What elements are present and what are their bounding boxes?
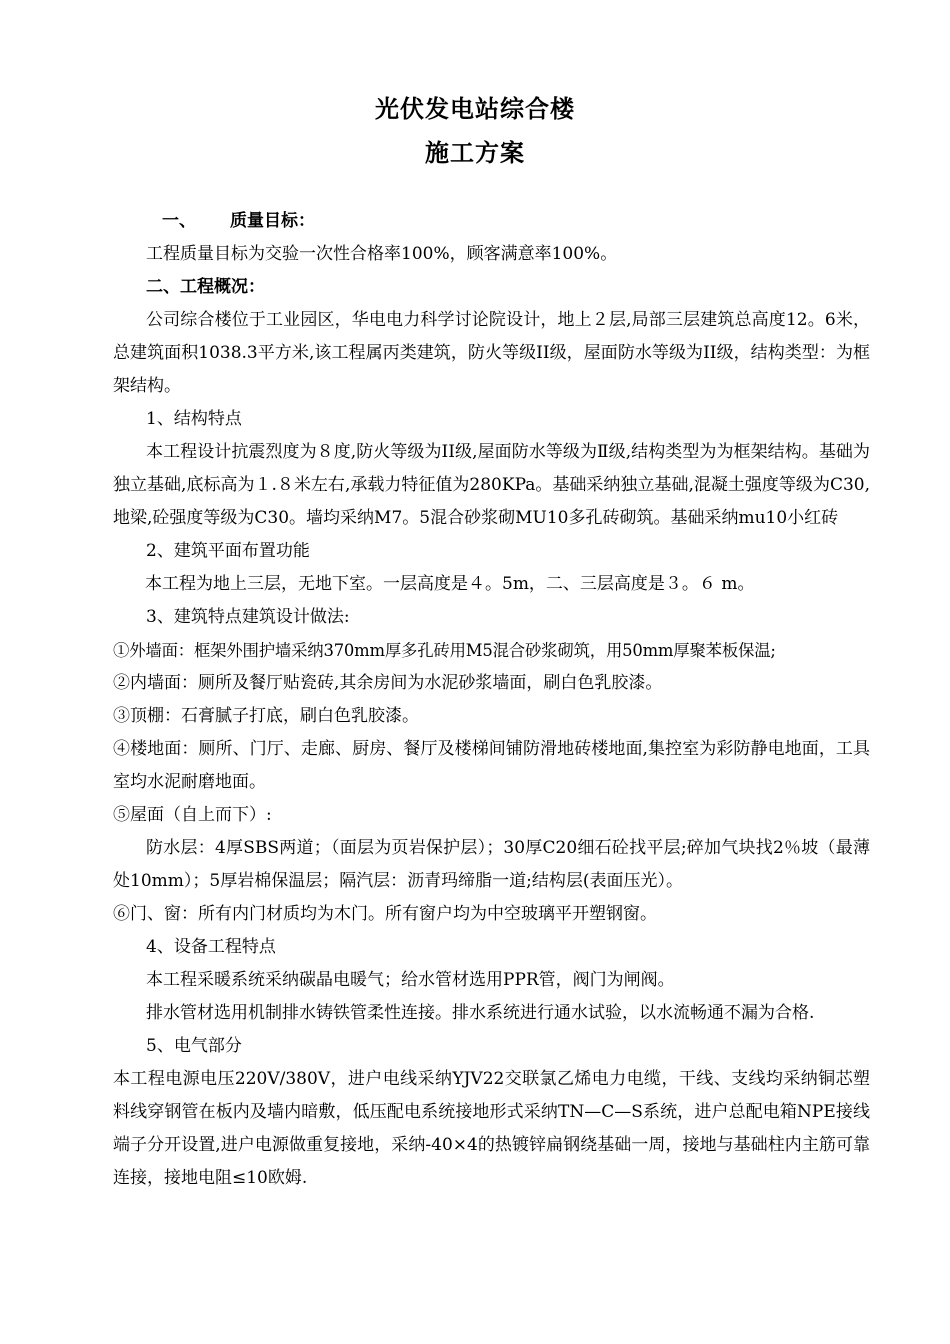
ceiling-item: ③顶棚：石膏腻子打底，刷白色乳胶漆。 [113, 706, 419, 726]
document-body [113, 205, 870, 1195]
section-1-number: 一、 [162, 211, 196, 231]
quality-target-text: 工程质量目标为交验一次性合格率100%，顾客满意率100%。 [146, 244, 618, 264]
structure-heading: 1、结构特点 [146, 409, 242, 429]
exterior-wall-item: ①外墙面：框架外围护墙采纳370mm厚多孔砖用M5混合砂浆砌筑，用50mm厚聚苯板保温; [113, 641, 776, 660]
document-title: 光伏发电站综合楼 [375, 95, 575, 123]
section-2-heading: 二、工程概况： [146, 277, 265, 297]
architecture-heading: 3、建筑特点建筑设计做法: [146, 607, 350, 627]
layout-heading: 2、建筑平面布置功能 [146, 541, 310, 561]
section-1-title: 质量目标： [230, 211, 315, 231]
drainage-paragraph: 排水管材选用机制排水铸铁管柔性连接。排水系统进行通水试验，以水流畅通不漏为合格. [146, 1003, 815, 1023]
equipment-heading: 4、设备工程特点 [146, 937, 276, 957]
floor-item: ④楼地面：厕所、门厅、走廊、厨房、餐厅及楼梯间铺防滑地砖楼地面,集控室为彩防静电地面，工具室均水泥耐磨地面。 [113, 739, 870, 792]
document-subtitle: 施工方案 [425, 139, 525, 167]
heating-water-paragraph: 本工程采暖系统采纳碳晶电暖气；给水管材选用PPR管，阀门为闸阀。 [146, 970, 675, 990]
roof-layers-paragraph: 防水层：4厚SBS两道；（面层为页岩保护层）；30厚C20细石砼找平层;碎加气块找2％坡（最薄处10mm）；5厚岩棉保温层；隔汽层：沥青玛缔脂一道;结构层(表面压光）。 [113, 838, 870, 891]
electrical-paragraph: 本工程电源电压220V/380V，进户电线采纳YJV22交联氯乙烯电力电缆，干线、支线均采纳铜芯塑料线穿钢管在板内及墙内暗敷，低压配电系统接地形式采纳TN—C—S系统，进户总配电箱NPE接线端子分开设置,进户电源做重复接地，采纳-40×4的热镀锌扁钢绕基础一周，接地与基础柱内主筋可靠连接，接地电阻≤10欧姆. [113, 1069, 870, 1188]
overview-paragraph: 公司综合楼位于工业园区，华电电力科学讨论院设计，地上２层,局部三层建筑总高度12。6米，总建筑面积1038.3平方米,该工程属丙类建筑，防火等级II级，屋面防水等级为II级，结构类型：为框架结构。 [113, 310, 870, 396]
interior-wall-item: ②内墙面：厕所及餐厅贴瓷砖,其余房间为水泥砂浆墙面，刷白色乳胶漆。 [113, 673, 663, 693]
electrical-heading: 5、电气部分 [146, 1036, 242, 1056]
roof-item: ⑤屋面（自上而下）: [113, 805, 272, 825]
structure-paragraph: 本工程设计抗震烈度为８度,防火等级为II级,屋面防水等级为Ⅱ级,结构类型为为框架结构。基础为独立基础,底标高为１.８米左右,承载力特征值为280KPa。基础采纳独立基础,混凝土强度等级为C30,地梁,砼强度等级为C30。墙均采纳M7。5混合砂浆砌MU10多孔砖砌筑。基础采纳mu10小红砖 [113, 442, 870, 528]
doors-windows-item: ⑥门、窗：所有内门材质均为木门。所有窗户均为中空玻璃平开塑钢窗。 [113, 904, 657, 924]
section-1-heading [113, 205, 870, 238]
layout-paragraph: 本工程为地上三层，无地下室。一层高度是４。5m，二、三层高度是３。６ m。 [145, 574, 755, 594]
